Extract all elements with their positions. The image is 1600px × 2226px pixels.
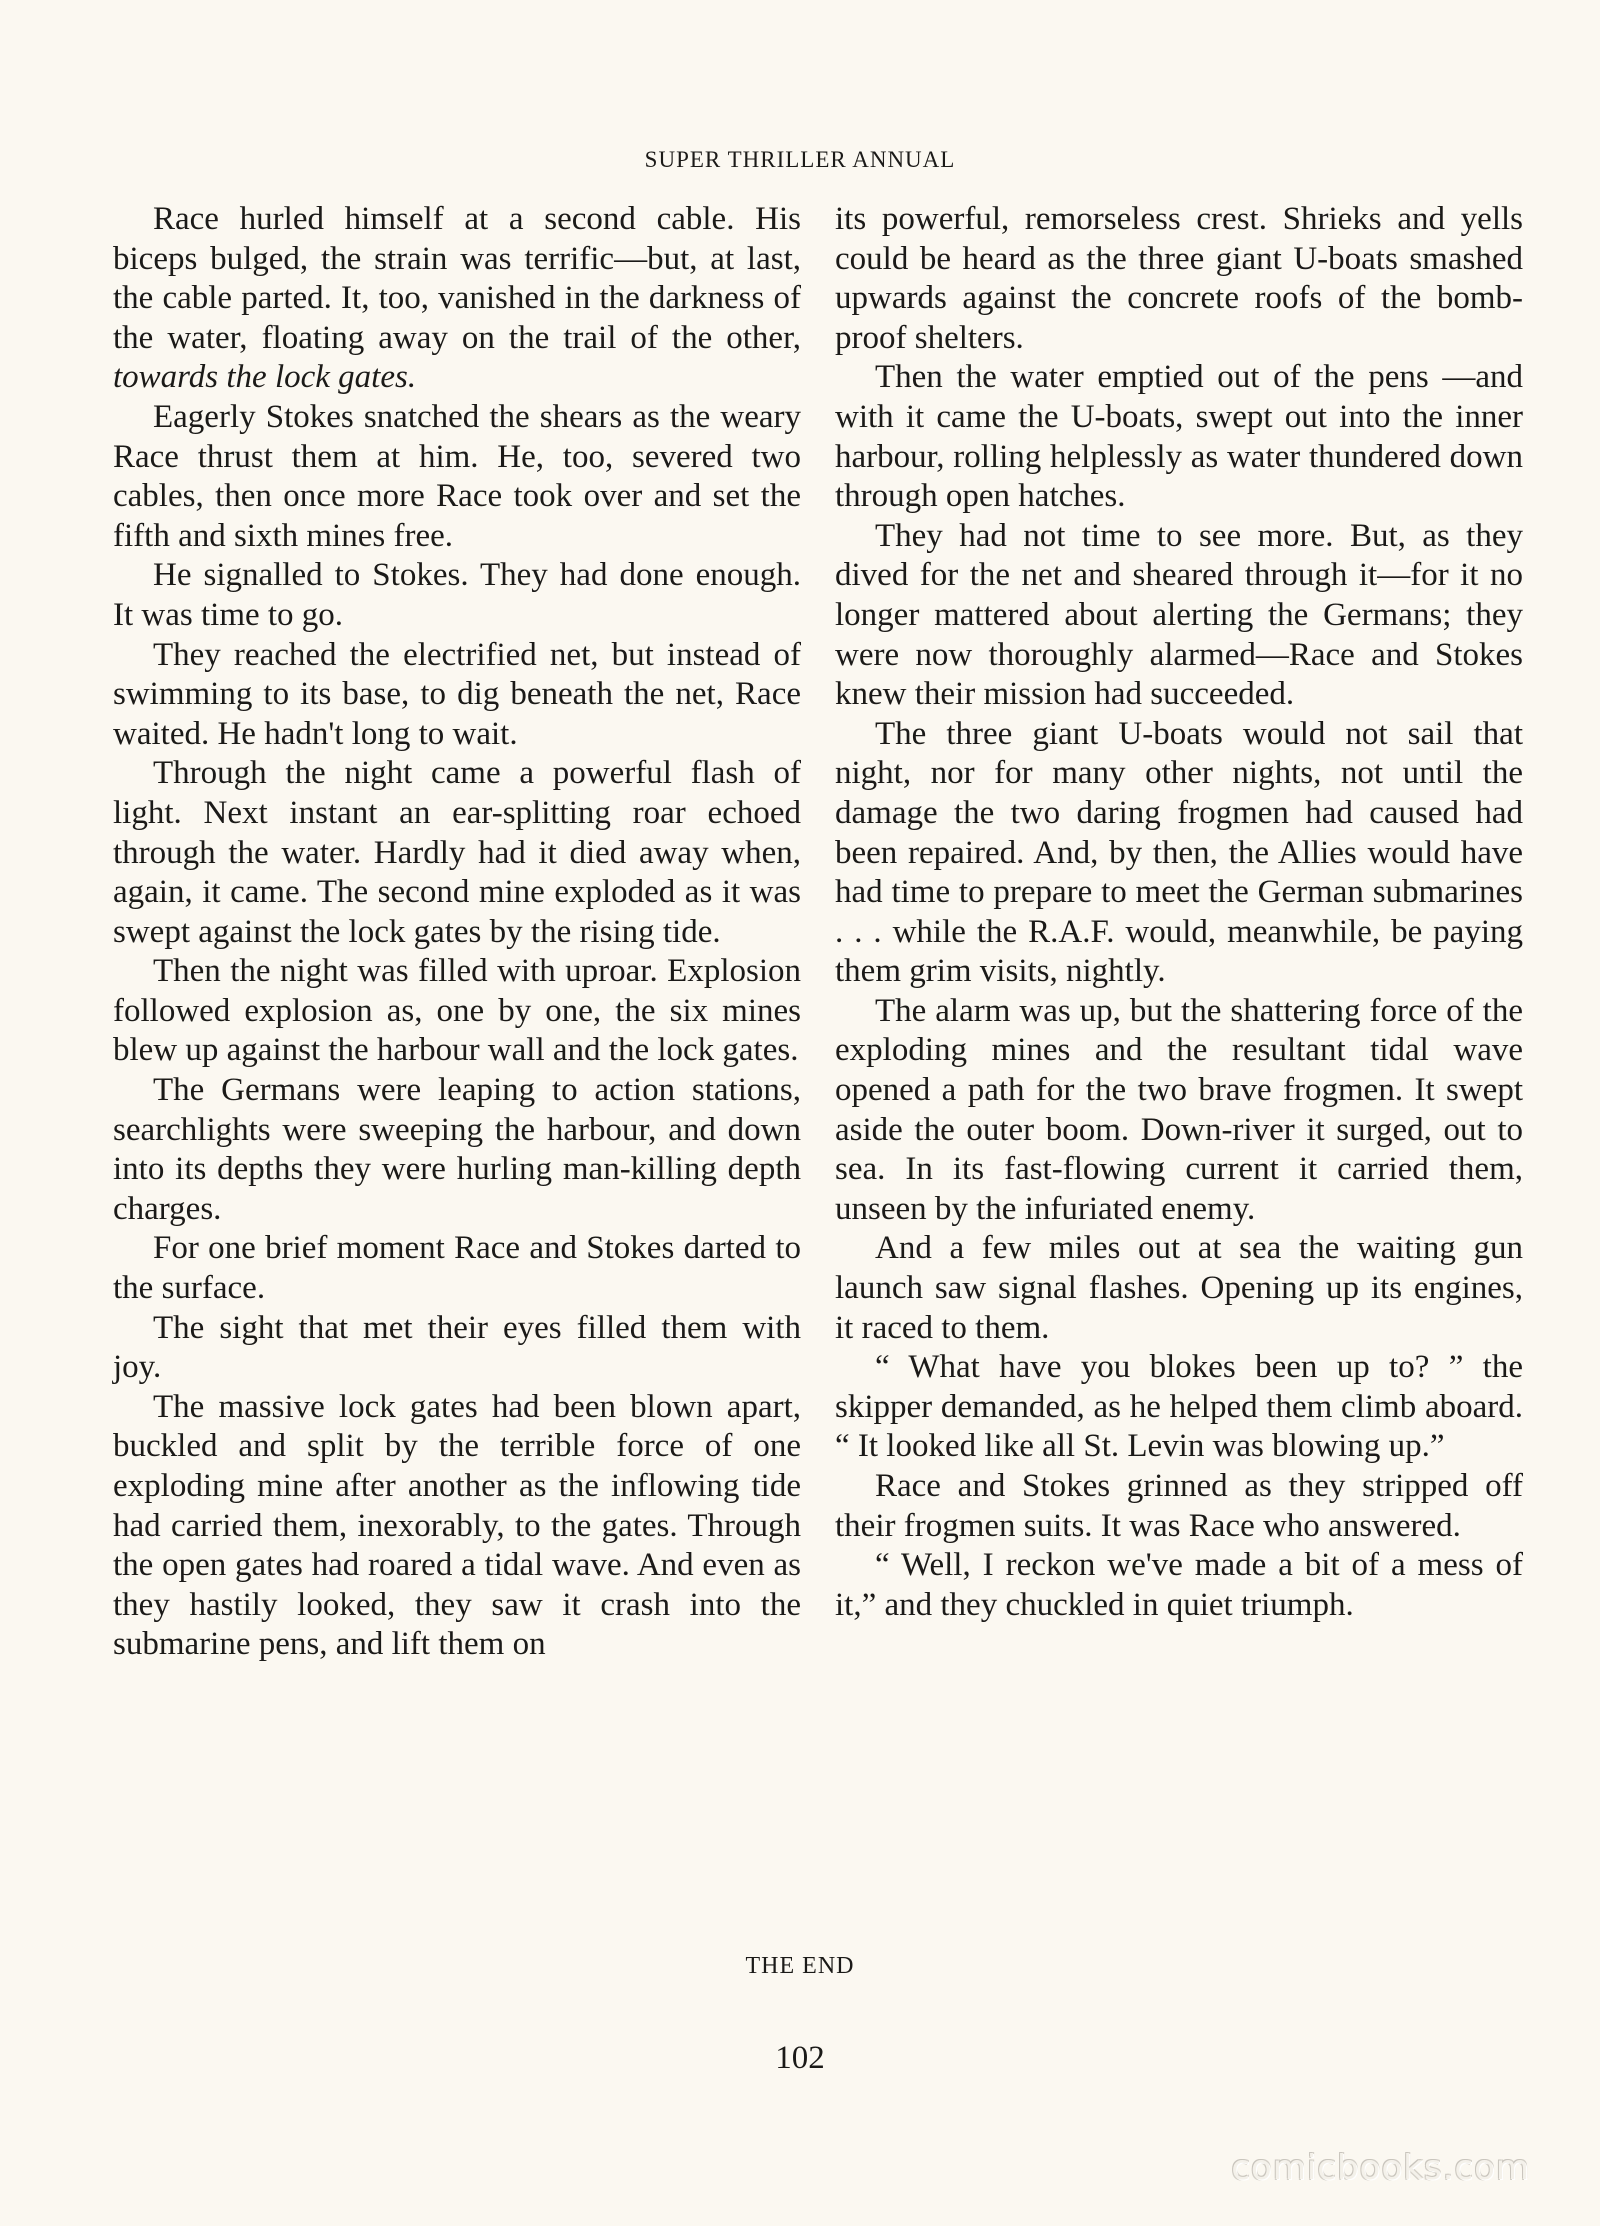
paragraph: The three giant U-boats would not sail that night, nor for many other nights, not until the damage the two daring frogmen had caused had been repaired. And, by then, the Allies would have had time to prepare to meet the German submarines . . . while the R.A.F. would, meanwhile, be paying them grim visits, nightly. bbox=[835, 715, 1523, 990]
paragraph: For one brief moment Race and Stokes darted to the surface. bbox=[113, 1230, 801, 1307]
paragraph: And a few miles out at sea the waiting gun launch saw signal flashes. Opening up its engines, it raced to them. bbox=[835, 1230, 1523, 1346]
page-number: 102 bbox=[775, 2040, 825, 2076]
paragraph: Eagerly Stokes snatched the shears as the weary Race thrust them at him. He, too, severed two cables, then once more Race took over and set the fifth and sixth mines free. bbox=[113, 398, 801, 554]
end-mark: THE END bbox=[745, 1953, 855, 1979]
paragraph: They reached the electrified net, but instead of swimming to its base, to dig beneath the net, Race waited. He hadn't long to wait. bbox=[113, 636, 801, 752]
right-column bbox=[835, 200, 1523, 1625]
paragraph: They had not time to see more. But, as they dived for the net and sheared through it—for it no longer mattered about alerting the Germans; they were now thoroughly alarmed—Race and Stokes knew their mission had succeeded. bbox=[835, 517, 1523, 713]
running-head: SUPER THRILLER ANNUAL bbox=[644, 147, 956, 172]
paragraph: The Germans were leaping to action stations, searchlights were sweeping the harbour, and down into its depths they were hurling man-killing depth charges. bbox=[113, 1072, 801, 1227]
italic-phrase: towards the lock gates. bbox=[113, 359, 417, 396]
watermark: comicbooks.com bbox=[1231, 2148, 1530, 2188]
paragraph: Race hurled himself at a second cable. His biceps bulged, the strain was terrific—but, at last, the cable parted. It, too, vanished in the darkness of the water, floating away on the trail of the other, towards the lock gates. bbox=[113, 201, 801, 396]
paragraph: The massive lock gates had been blown apart, buckled and split by the terrible force of one exploding mine after another as the inflowing tide had carried them, inexorably, to the gates. Through the open gates had roared a tidal wave. And even as they hastily looked, they saw it crash into the submarine pens, and lift them on bbox=[113, 1388, 801, 1663]
paragraph: The sight that met their eyes filled them with joy. bbox=[113, 1309, 801, 1386]
paragraph: “ Well, I reckon we've made a bit of a mess of it,” and they chuckled in quiet triumph. bbox=[835, 1547, 1523, 1623]
paragraph: “ What have you blokes been up to? ” the skipper demanded, as he helped them climb aboard. “ It looked like all St. Levin was blowing up.” bbox=[835, 1349, 1523, 1465]
paragraph: Race and Stokes grinned as they stripped off their frogmen suits. It was Race who answered. bbox=[835, 1468, 1523, 1544]
paragraph: Then the night was filled with uproar. Explosion followed explosion as, one by one, the six mines blew up against the harbour wall and the lock gates. bbox=[113, 953, 801, 1069]
paragraph: The alarm was up, but the shattering force of the exploding mines and the resultant tidal wave opened a path for the two brave frogmen. It swept aside the outer boom. Down-river it surged, out to sea. In its fast-flowing current it carried them, unseen by the infuriated enemy. bbox=[835, 992, 1523, 1227]
left-column bbox=[113, 200, 801, 1665]
paragraph: Then the water emptied out of the pens —and with it came the U-boats, swept out into the inner harbour, rolling helplessly as water thundered down through open hatches. bbox=[835, 359, 1523, 515]
paragraph: Through the night came a powerful flash of light. Next instant an ear-splitting roar echoed through the water. Hardly had it died away when, again, it came. The second mine exploded as it was swept against the lock gates by the rising tide. bbox=[113, 755, 801, 950]
paragraph: He signalled to Stokes. They had done enough. It was time to go. bbox=[113, 557, 801, 633]
paragraph-continued: its powerful, remorseless crest. Shrieks and yells could be heard as the three giant U-boats smashed upwards against the concrete roofs of the bomb-proof shelters. bbox=[835, 201, 1523, 356]
